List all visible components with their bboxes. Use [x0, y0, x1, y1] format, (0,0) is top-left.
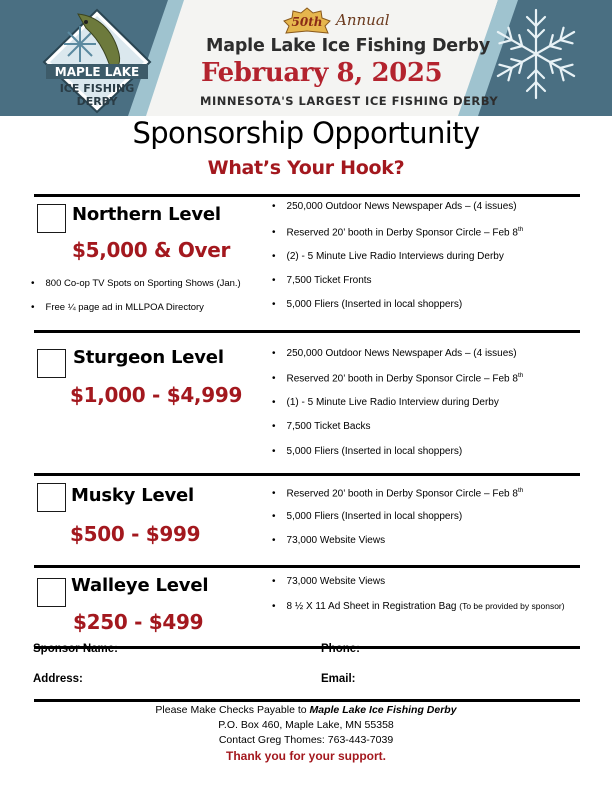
list-item: • Reserved 20’ booth in Derby Sponsor Circle – Feb 8th [272, 372, 524, 385]
divider-northern [34, 330, 580, 333]
anniversary-badge [279, 7, 335, 35]
divider-musky [34, 565, 580, 568]
list-item: • 73,000 Website Views [272, 576, 386, 587]
page-subtitle: What’s Your Hook? [207, 157, 405, 179]
annual-label: Annual [336, 11, 390, 29]
northern-level-checkbox[interactable] [37, 204, 66, 233]
divider-form [34, 699, 580, 702]
logo-line3: DERBY [76, 95, 118, 108]
page-title: Sponsorship Opportunity [132, 116, 480, 150]
walleye-level-checkbox[interactable] [37, 578, 66, 607]
sponsor-name-label: Sponsor Name: [33, 643, 118, 655]
logo-line2: ICE FISHING [59, 82, 135, 95]
musky-level-price: $500 - $999 [70, 522, 201, 546]
event-date: February 8, 2025 [201, 58, 443, 88]
list-item: • 7,500 Ticket Backs [272, 421, 371, 432]
divider-sturgeon [34, 473, 580, 476]
thank-you-message: Thank you for your support. [225, 749, 386, 763]
musky-level-checkbox[interactable] [37, 483, 66, 512]
anniversary-number: 50th [291, 15, 323, 29]
header-banner [0, 0, 612, 116]
northern-level-price: $5,000 & Over [72, 238, 231, 262]
divider-top [34, 194, 580, 197]
logo-line1: MAPLE LAKE [54, 65, 140, 79]
phone-label: Phone: [321, 643, 360, 655]
list-item: • 7,500 Ticket Fronts [272, 275, 372, 286]
checks-payable-line: Please Make Checks Payable to Maple Lake Ice Fishing Derby [155, 704, 457, 716]
event-tagline: MINNESOTA'S LARGEST ICE FISHING DERBY [200, 94, 499, 108]
list-item: • 73,000 Website Views [272, 535, 386, 546]
list-item: • (2) - 5 Minute Live Radio Interviews during Derby [272, 251, 504, 262]
list-item: • 800 Co-op TV Spots on Sporting Shows (Jan.) [31, 278, 241, 289]
walleye-level-name: Walleye Level [71, 575, 209, 596]
contact-line: Contact Greg Thomes: 763-443-7039 [218, 734, 394, 746]
list-item: • 250,000 Outdoor News Newspaper Ads – (4 issues) [272, 348, 517, 359]
list-item: • 8 ½ X 11 Ad Sheet in Registration Bag (To be provided by sponsor) [272, 601, 565, 612]
walleye-level-price: $250 - $499 [73, 610, 204, 634]
event-name: Maple Lake Ice Fishing Derby [206, 36, 490, 56]
mailing-address: P.O. Box 460, Maple Lake, MN 55358 [218, 719, 394, 731]
sturgeon-level-checkbox[interactable] [37, 349, 66, 378]
list-item: • (1) - 5 Minute Live Radio Interview during Derby [272, 397, 499, 408]
list-item: • 5,000 Fliers (Inserted in local shoppers) [272, 299, 463, 310]
list-item: • 5,000 Fliers (Inserted in local shoppers) [272, 446, 463, 457]
list-item: • 5,000 Fliers (Inserted in local shoppers) [272, 511, 463, 522]
northern-level-name: Northern Level [72, 204, 221, 225]
list-item: • Reserved 20’ booth in Derby Sponsor Circle – Feb 8th [272, 226, 524, 239]
derby-logo [38, 6, 156, 114]
list-item: • 250,000 Outdoor News Newspaper Ads – (4 issues) [272, 201, 517, 212]
snowflake-icon [486, 4, 586, 104]
email-label: Email: [321, 673, 356, 685]
list-item: • Free ¼ page ad in MLLPOA Directory [31, 302, 204, 313]
list-item: • Reserved 20’ booth in Derby Sponsor Circle – Feb 8th [272, 487, 524, 500]
sturgeon-level-price: $1,000 - $4,999 [70, 383, 243, 407]
sturgeon-level-name: Sturgeon Level [73, 347, 224, 368]
musky-level-name: Musky Level [71, 485, 195, 506]
address-label: Address: [33, 673, 83, 685]
